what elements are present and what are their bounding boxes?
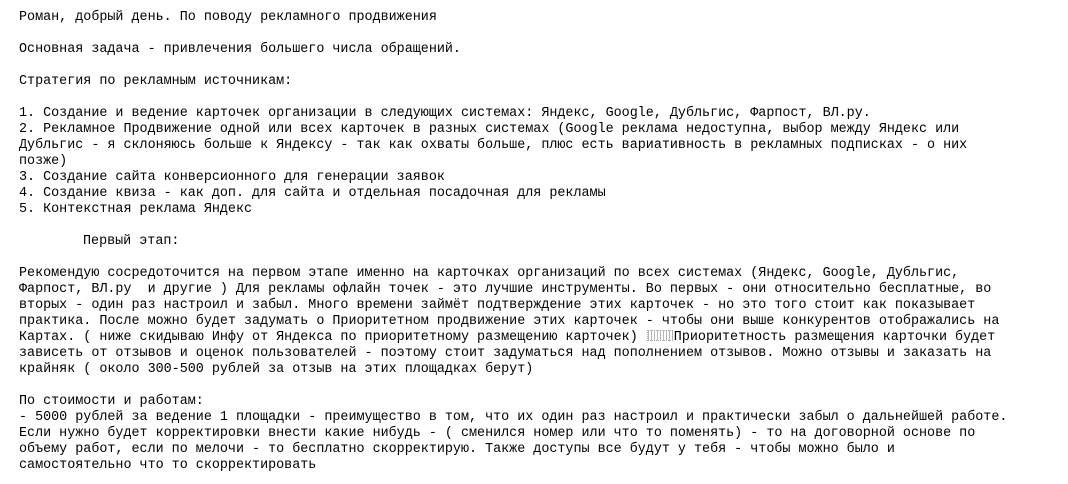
strategy-item: Дубльгис - я склоняюсь больше к Яндексу - так как охваты больше, плюс есть вариативность в рекламных подписках - о них bbox=[19, 138, 968, 153]
cost-paragraph-line: объему работ, если по мелочи - то бесплатно скорректирую. Также доступы все будут у тебя - чтобы можно было и bbox=[19, 442, 895, 457]
strategy-item: 5. Контекстная реклама Яндекс bbox=[19, 202, 253, 217]
stage-paragraph-segment: Картах. ( ниже скидываю Инфу от Яндекса по приоритетному размещению карточек) bbox=[19, 330, 646, 345]
strategy-item: 2. Рекламное Продвижение одной или всех карточек в разных системах (Google реклама недоступна, выбор между Яндекс или bbox=[19, 122, 960, 137]
stage-heading: Первый этап: bbox=[83, 234, 180, 249]
stage-paragraph-segment: Приоритетность размещения карточки будет bbox=[673, 330, 996, 345]
stage-paragraph-line: практика. После можно будет задумать о Приоритетном продвижение этих карточек - чтобы они выше конкурентов отображались на bbox=[19, 314, 1000, 329]
unknown-character-icon bbox=[647, 330, 673, 341]
blank-line bbox=[19, 378, 1068, 394]
main-task-line: Основная задача - привлечения большего числа обращений. bbox=[19, 42, 461, 57]
cost-paragraph-line: самостоятельно что то скорректировать bbox=[19, 458, 317, 473]
blank-line bbox=[19, 58, 1068, 74]
cost-heading: По стоимости и работам: bbox=[19, 394, 204, 409]
stage-paragraph-line: вторых - один раз настроил и забыл. Много времени займёт подтверждение этих карточек - но это того стоит как показывает bbox=[19, 298, 976, 313]
blank-line bbox=[19, 90, 1068, 106]
greeting-line: Роман, добрый день. По поводу рекламного продвижения bbox=[19, 10, 437, 25]
strategy-heading: Стратегия по рекламным источникам: bbox=[19, 74, 293, 89]
stage-paragraph-line-with-symbol bbox=[19, 330, 1068, 346]
cost-paragraph-line: Если нужно будет корректировки внести какие нибудь - ( сменился номер или что то поменять) - то на договорной основе по bbox=[19, 426, 976, 441]
blank-line bbox=[19, 250, 1068, 266]
stage-paragraph-line: Фарпост, ВЛ.ру и другие ) Для рекламы офлайн точек - это лучшие инструменты. Во первых - они относительно бесплатные, во bbox=[19, 282, 992, 297]
blank-line bbox=[19, 218, 1068, 234]
strategy-item: 4. Создание квиза - как доп. для сайта и отдельная посадочная для рекламы bbox=[19, 186, 606, 201]
cost-paragraph-line: - 5000 рублей за ведение 1 площадки - преимущество в том, что их один раз настроил и практически забыл о дальнейшей работе. bbox=[19, 410, 1008, 425]
blank-line bbox=[19, 26, 1068, 42]
stage-paragraph-line: Рекомендую сосредоточится на первом этапе именно на карточках организаций по всех системах (Яндекс, Google, Дубльгис, bbox=[19, 266, 960, 281]
strategy-item: 1. Создание и ведение карточек организации в следующих системах: Яндекс, Google, Дубльгис, Фарпост, ВЛ.ру. bbox=[19, 106, 871, 121]
strategy-item: позже) bbox=[19, 154, 68, 169]
strategy-item: 3. Создание сайта конверсионного для генерации заявок bbox=[19, 170, 445, 185]
stage-paragraph-line: крайняк ( около 300-500 рублей за отзыв на этих площадках берут) bbox=[19, 362, 534, 377]
stage-paragraph-line: зависеть от отзывов и оценок пользователей - поэтому стоит задуматься над пополнением отзывов. Можно отзывы и заказать на bbox=[19, 346, 992, 361]
